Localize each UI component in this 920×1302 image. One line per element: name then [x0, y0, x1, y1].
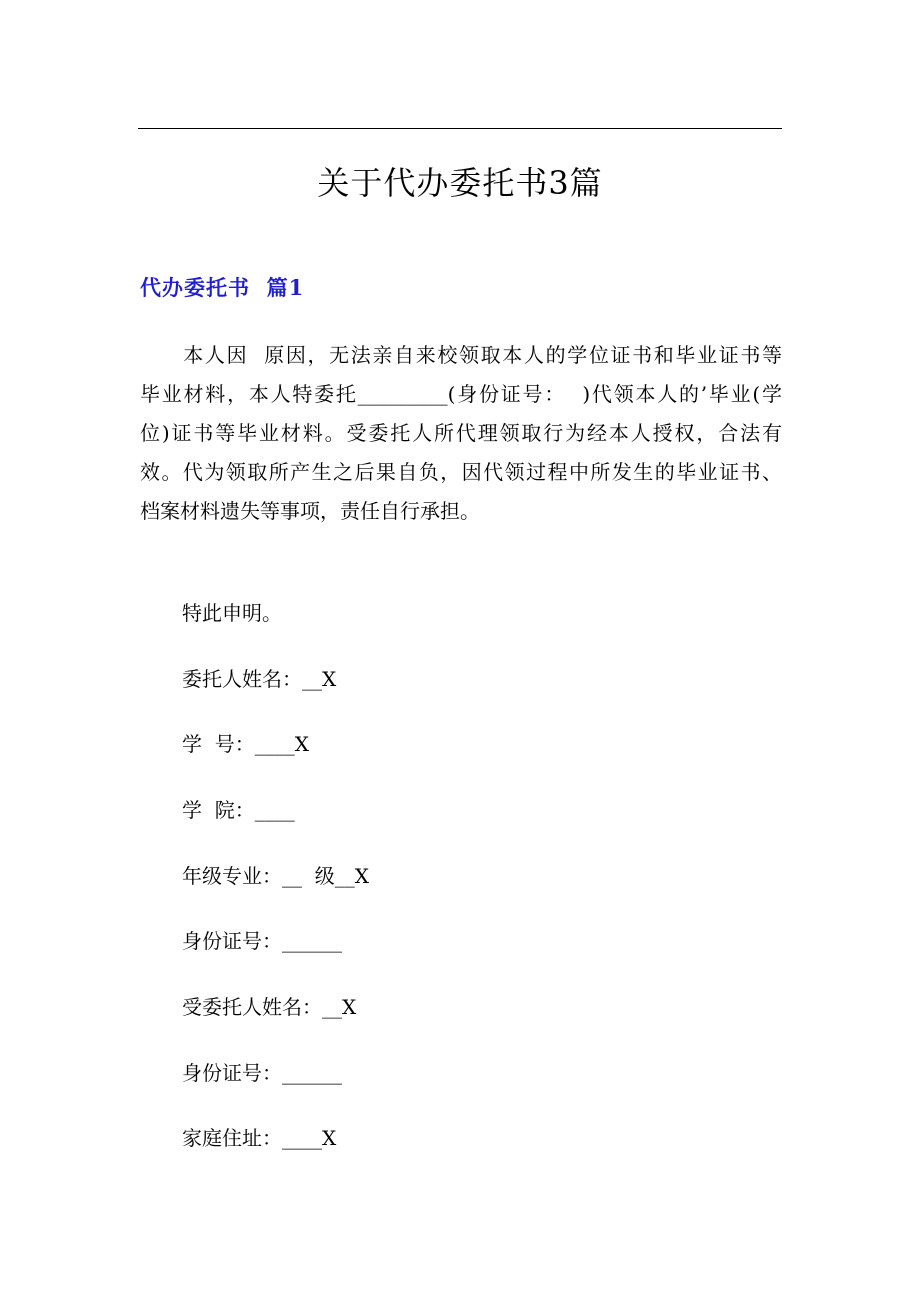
- header-rule: [138, 128, 782, 129]
- paragraph-line: 档案材料遗失等事项，责任自行承担。: [140, 499, 480, 523]
- paragraph-line: 效。代为领取所产生之后果自负，因代领过程中所发生的毕业证书、: [140, 460, 782, 484]
- field-agent-id-number: 身份证号：______: [182, 1061, 342, 1085]
- paragraph-line: 位)证书等毕业材料。受委托人所代理领取行为经本人授权，合法有: [140, 421, 782, 445]
- declaration-text: 特此申明。: [182, 601, 282, 625]
- field-student-id: 学 号：____X: [182, 732, 309, 756]
- document-title: 关于代办委托书3篇: [317, 164, 603, 202]
- field-college: 学 院：____: [182, 798, 295, 822]
- paragraph-line: 毕业材料，本人特委托_________(身份证号： )代领本人的’毕业(学: [140, 382, 782, 406]
- field-principal-name: 委托人姓名：__X: [182, 667, 337, 691]
- field-principal-id-number: 身份证号：______: [182, 929, 342, 953]
- section-heading: 代办委托书 篇1: [140, 275, 305, 300]
- field-home-address: 家庭住址：____X: [182, 1126, 337, 1150]
- paragraph-line: 本人因 原因，无法亲自来校领取本人的学位证书和毕业证书等: [140, 343, 782, 367]
- body-paragraph: [140, 336, 782, 531]
- field-grade-major: 年级专业：__ 级__X: [182, 864, 369, 888]
- field-agent-name: 受委托人姓名：__X: [182, 995, 357, 1019]
